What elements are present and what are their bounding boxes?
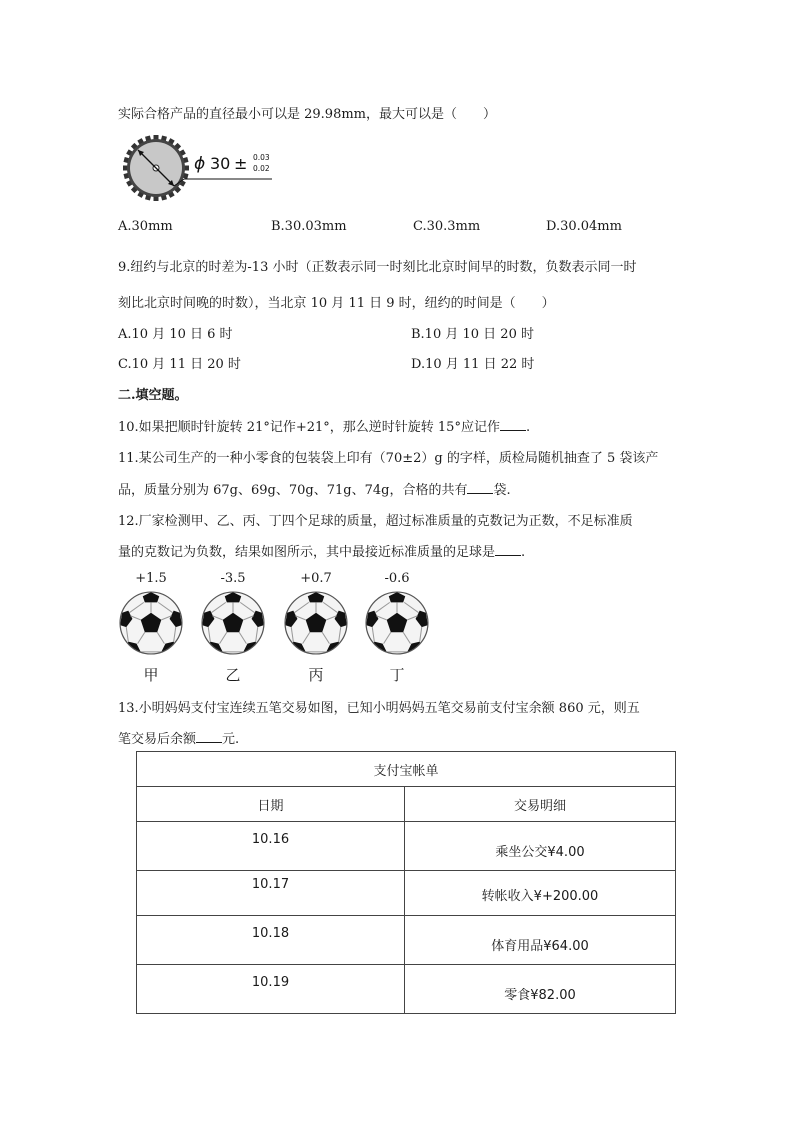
section-title-fill-in: 二.填空题。 xyxy=(118,388,188,403)
q9-line2: 刻比北京时间晚的时数），当北京 10 月 11 日 9 时，纽约的时间是（ ） xyxy=(118,296,555,311)
q12-answer-blank[interactable] xyxy=(495,543,521,556)
q9-line1: 9.纽约与北京的时差为-13 小时（正数表示同一时刻比北京时间早的时数，负数表示同一时 xyxy=(118,260,637,275)
row-detail: 体育用品¥64.00 xyxy=(405,916,676,965)
q12-line1: 12.厂家检测甲、乙、丙、丁四个足球的质量，超过标准质量的克数记为正数，不足标准质 xyxy=(118,514,633,529)
table-row xyxy=(137,965,676,1014)
ball-jia xyxy=(118,570,184,685)
row-date: 10.18 xyxy=(137,916,405,965)
q8-option-d: D.30.04mm xyxy=(546,219,622,234)
q10-end: . xyxy=(525,420,531,435)
plus-minus-sign: ± xyxy=(234,154,248,173)
q9-option-c: C.10 月 11 日 20 时 xyxy=(118,357,241,372)
table-title-row xyxy=(137,752,676,787)
q10-text: 10.如果把顺时针旋转 21°记作+21°，那么逆时针旋转 15°应记作 xyxy=(118,420,500,435)
q13-end: 元. xyxy=(222,732,240,747)
row-detail: 乘坐公交¥4.00 xyxy=(405,822,676,871)
upper-tolerance: 0.03 xyxy=(253,153,270,162)
q8-option-a: A.30mm xyxy=(118,219,173,234)
ball-label: 甲 xyxy=(143,666,159,684)
q8-stem: 实际合格产品的直径最小可以是 29.98mm，最大可以是（ ） xyxy=(118,107,497,122)
table-title: 支付宝帐单 xyxy=(137,752,676,787)
q11-line2 xyxy=(118,479,511,498)
soccer-ball-icon xyxy=(364,590,430,656)
ball-bing xyxy=(283,570,349,685)
header-date: 日期 xyxy=(137,787,405,822)
q12-line2 xyxy=(118,541,525,560)
row-date: 10.17 xyxy=(137,871,405,916)
ball-label: 丙 xyxy=(308,666,324,684)
table-row xyxy=(137,871,676,916)
q11-text: 品，质量分别为 67g、69g、70g、71g、74g，合格的共有 xyxy=(118,483,468,498)
ball-label: 丁 xyxy=(389,666,405,684)
q10-answer-blank[interactable] xyxy=(500,418,526,431)
header-details: 交易明细 xyxy=(405,787,676,822)
q13-answer-blank[interactable] xyxy=(196,730,222,743)
nominal-diameter: 30 xyxy=(210,154,231,173)
alipay-statement-table xyxy=(136,751,676,1014)
q9-option-a: A.10 月 10 日 6 时 xyxy=(118,327,233,342)
ball-ding xyxy=(364,570,430,685)
q8-option-b: B.30.03mm xyxy=(271,219,347,234)
ball-value: -3.5 xyxy=(220,571,246,586)
row-date: 10.19 xyxy=(137,965,405,1014)
q13-text: 笔交易后余额 xyxy=(118,732,197,747)
table-row xyxy=(137,916,676,965)
ball-value: +1.5 xyxy=(135,571,167,586)
q13-line1: 13.小明妈妈支付宝连续五笔交易如图，已知小明妈妈五笔交易前支付宝余额 860 元，则五 xyxy=(118,701,640,716)
q13-line2 xyxy=(118,728,239,747)
table-header-row xyxy=(137,787,676,822)
diameter-symbol: ϕ xyxy=(194,154,206,174)
lower-tolerance: 0.02 xyxy=(253,164,270,173)
q8-option-c: C.30.3mm xyxy=(413,219,481,234)
q12-text: 量的克数记为负数，结果如图所示，其中最接近标准质量的足球是 xyxy=(118,545,496,560)
table-row xyxy=(137,822,676,871)
soccer-ball-icon xyxy=(200,590,266,656)
q9-option-d: D.10 月 11 日 22 时 xyxy=(411,357,535,372)
ball-yi xyxy=(200,570,266,685)
row-date: 10.16 xyxy=(137,822,405,871)
q11-end: 袋. xyxy=(493,483,511,498)
ball-value: -0.6 xyxy=(384,571,410,586)
q9-option-b: B.10 月 10 日 20 时 xyxy=(411,327,534,342)
row-detail: 转帐收入¥+200.00 xyxy=(405,871,676,916)
ball-value: +0.7 xyxy=(300,571,332,586)
ball-label: 乙 xyxy=(225,666,241,684)
q11-line1: 11.某公司生产的一种小零食的包装袋上印有（70±2）g 的字样，质检局随机抽查了 5 袋该产 xyxy=(118,451,659,466)
q11-answer-blank[interactable] xyxy=(467,481,493,494)
soccer-ball-icon xyxy=(118,590,184,656)
q12-end: . xyxy=(521,545,526,560)
row-detail: 零食¥82.00 xyxy=(405,965,676,1014)
q10 xyxy=(118,416,530,435)
gear-diameter-figure xyxy=(122,135,282,201)
soccer-ball-icon xyxy=(283,590,349,656)
